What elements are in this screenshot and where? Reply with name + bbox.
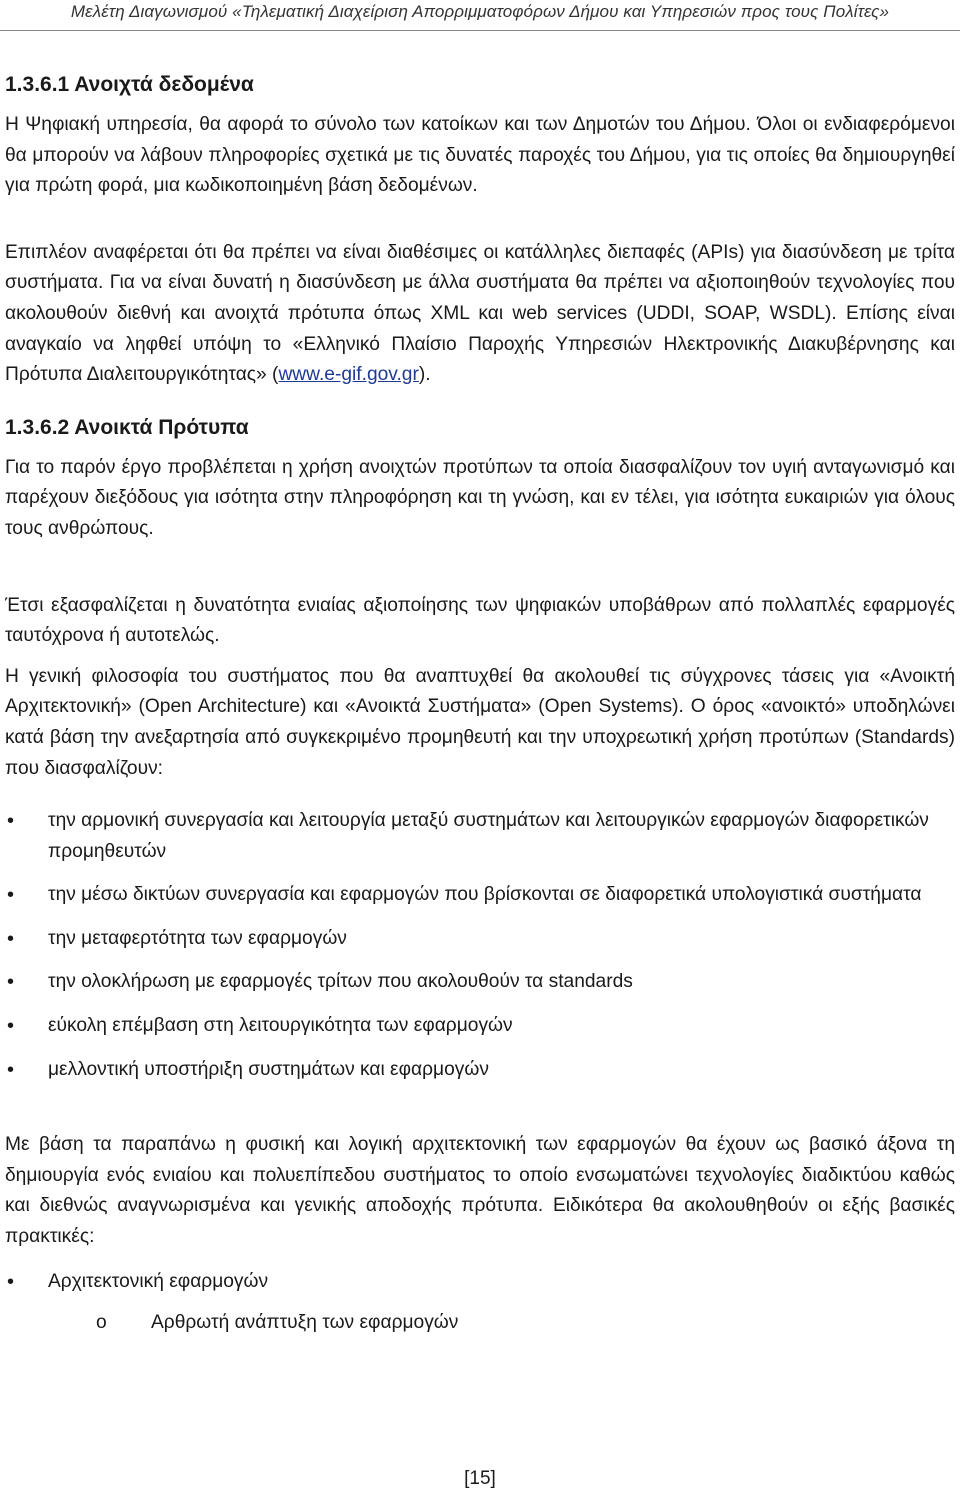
practices-sub-list bbox=[5, 1308, 955, 1339]
list-item: • εύκολη επέμβαση στη λειτουργικότητα των εφαρμογών bbox=[5, 1011, 955, 1042]
list-item: • την αρμονική συνεργασία και λειτουργία μεταξύ συστημάτων και λειτουργικών εφαρμογών διαφορετικών προμηθευτών bbox=[5, 806, 955, 867]
practices-bullet-list bbox=[5, 1267, 955, 1298]
running-header: Μελέτη Διαγωνισμού «Τηλεματική Διαχείριση Απορριμματοφόρων Δήμου και Υπηρεσιών προς τους Πολίτες» bbox=[70, 2, 890, 21]
list-item: • την μεταφερτότητα των εφαρμογών bbox=[5, 924, 955, 955]
list-item: • μελλοντική υποστήριξη συστημάτων και εφαρμογών bbox=[5, 1055, 955, 1086]
egif-link[interactable]: www.e-gif.gov.gr bbox=[278, 364, 419, 386]
heading-open-data: 1.3.6.1 Ανοιχτά δεδομένα bbox=[5, 73, 254, 96]
paragraph-apis-end: ). bbox=[418, 364, 431, 386]
bullet-icon: • bbox=[7, 884, 15, 907]
bullet-icon: • bbox=[7, 1270, 15, 1293]
list-item: o Αρθρωτή ανάπτυξη των εφαρμογών bbox=[5, 1308, 955, 1339]
header-rule bbox=[0, 30, 960, 31]
bullet-icon: • bbox=[7, 971, 15, 994]
standards-bullet-list bbox=[5, 806, 955, 1085]
list-item: • την μέσω δικτύων συνεργασία και εφαρμογών που βρίσκονται σε διαφορετικά υπολογιστικά συστήματα bbox=[5, 880, 955, 911]
paragraph-apis-text: Επιπλέον αναφέρεται ότι θα πρέπει να είναι διαθέσιμες οι κατάλληλες διεπαφές (APIs) για διασύνδεση με τρίτα συστήματα. Για να είναι δυνατή η διασύνδεση με άλλα συστήματα θα πρέπει να αξιοποιηθούν τεχνολογίες που ακολουθούν διεθνή και ανοιχτά πρότυπα όπως XML και web services (UDDI, SOAP, WSDL). Επίσης είναι αναγκαίο να ληφθεί υπόψη το «Ελληνικό Πλαίσιο Παροχής Υπηρεσιών Ηλεκτρονικής Διακυβέρνησης και Πρότυπα Διαλειτουργικότητας» ( bbox=[5, 241, 955, 386]
heading-open-standards: 1.3.6.2 Ανοικτά Πρότυπα bbox=[5, 415, 249, 439]
bullet-icon: • bbox=[7, 1058, 15, 1081]
list-item: • Αρχιτεκτονική εφαρμογών bbox=[5, 1267, 955, 1298]
paragraph-philosophy: Η γενική φιλοσοφία του συστήματος που θα αναπτυχθεί θα ακολουθεί τις σύγχρονες τάσεις για «Ανοικτή Αρχιτεκτονική» (Open Architecture) και «Ανοικτά Συστήματα» (Open Systems). Ο όρος «ανοικτό» υποδηλώνει κατά βάση την ανεξαρτησία από συγκεκριμένο προμηθευτή και την υποχρεωτική χρήση προτύπων (Standards) που διασφαλίζουν: bbox=[5, 665, 955, 779]
paragraph-unified-use: Έτσι εξασφαλίζεται η δυνατότητα ενιαίας αξιοποίησης των ψηφιακών υποβάθρων από πολλαπλές εφαρμογές ταυτόχρονα ή αυτοτελώς. bbox=[5, 594, 955, 647]
page-content bbox=[5, 70, 955, 1339]
bullet-icon: • bbox=[7, 810, 15, 833]
bullet-icon: • bbox=[7, 927, 15, 950]
paragraph-architecture: Με βάση τα παραπάνω η φυσική και λογική αρχιτεκτονική των εφαρμογών θα έχουν ως βασικό άξονα τη δημιουργία ενός ενιαίου και πολυεπίπεδου συστήματος το οποίο ενσωματώνει τεχνολογίες διαδικτύου καθώς και διεθνώς αναγνωρισμένα και γενικής αποδοχής πρότυπα. Ειδικότερα θα ακολουθηθούν οι εξής βασικές πρακτικές: bbox=[5, 1134, 955, 1248]
bullet-icon: • bbox=[7, 1015, 15, 1038]
paragraph-apis bbox=[5, 238, 955, 391]
paragraph-open-standards: Για το παρόν έργο προβλέπεται η χρήση ανοιχτών προτύπων τα οποία διασφαλίζουν τον υγιή ανταγωνισμό και παρέχουν διεξόδους για ισότητα στην πληροφόρηση και τη γνώση, και εν τέλει, για ισότητα ευκαιριών για όλους τους ανθρώπους. bbox=[5, 456, 955, 539]
list-item: • την ολοκλήρωση με εφαρμογές τρίτων που ακολουθούν τα standards bbox=[5, 967, 955, 998]
paragraph-digital-service: Η Ψηφιακή υπηρεσία, θα αφορά το σύνολο των κατοίκων και των Δημοτών του Δήμου. Όλοι οι ενδιαφερόμενοι θα μπορούν να λάβουν πληροφορίες σχετικά με τις δυνατές παροχές του Δήμου, για τις οποίες θα δημιουργηθεί για πρώτη φορά, μια κωδικοποιημένη βάση δεδομένων. bbox=[5, 114, 955, 197]
circle-bullet-icon: o bbox=[96, 1312, 107, 1334]
page-number: [15] bbox=[464, 1468, 496, 1489]
